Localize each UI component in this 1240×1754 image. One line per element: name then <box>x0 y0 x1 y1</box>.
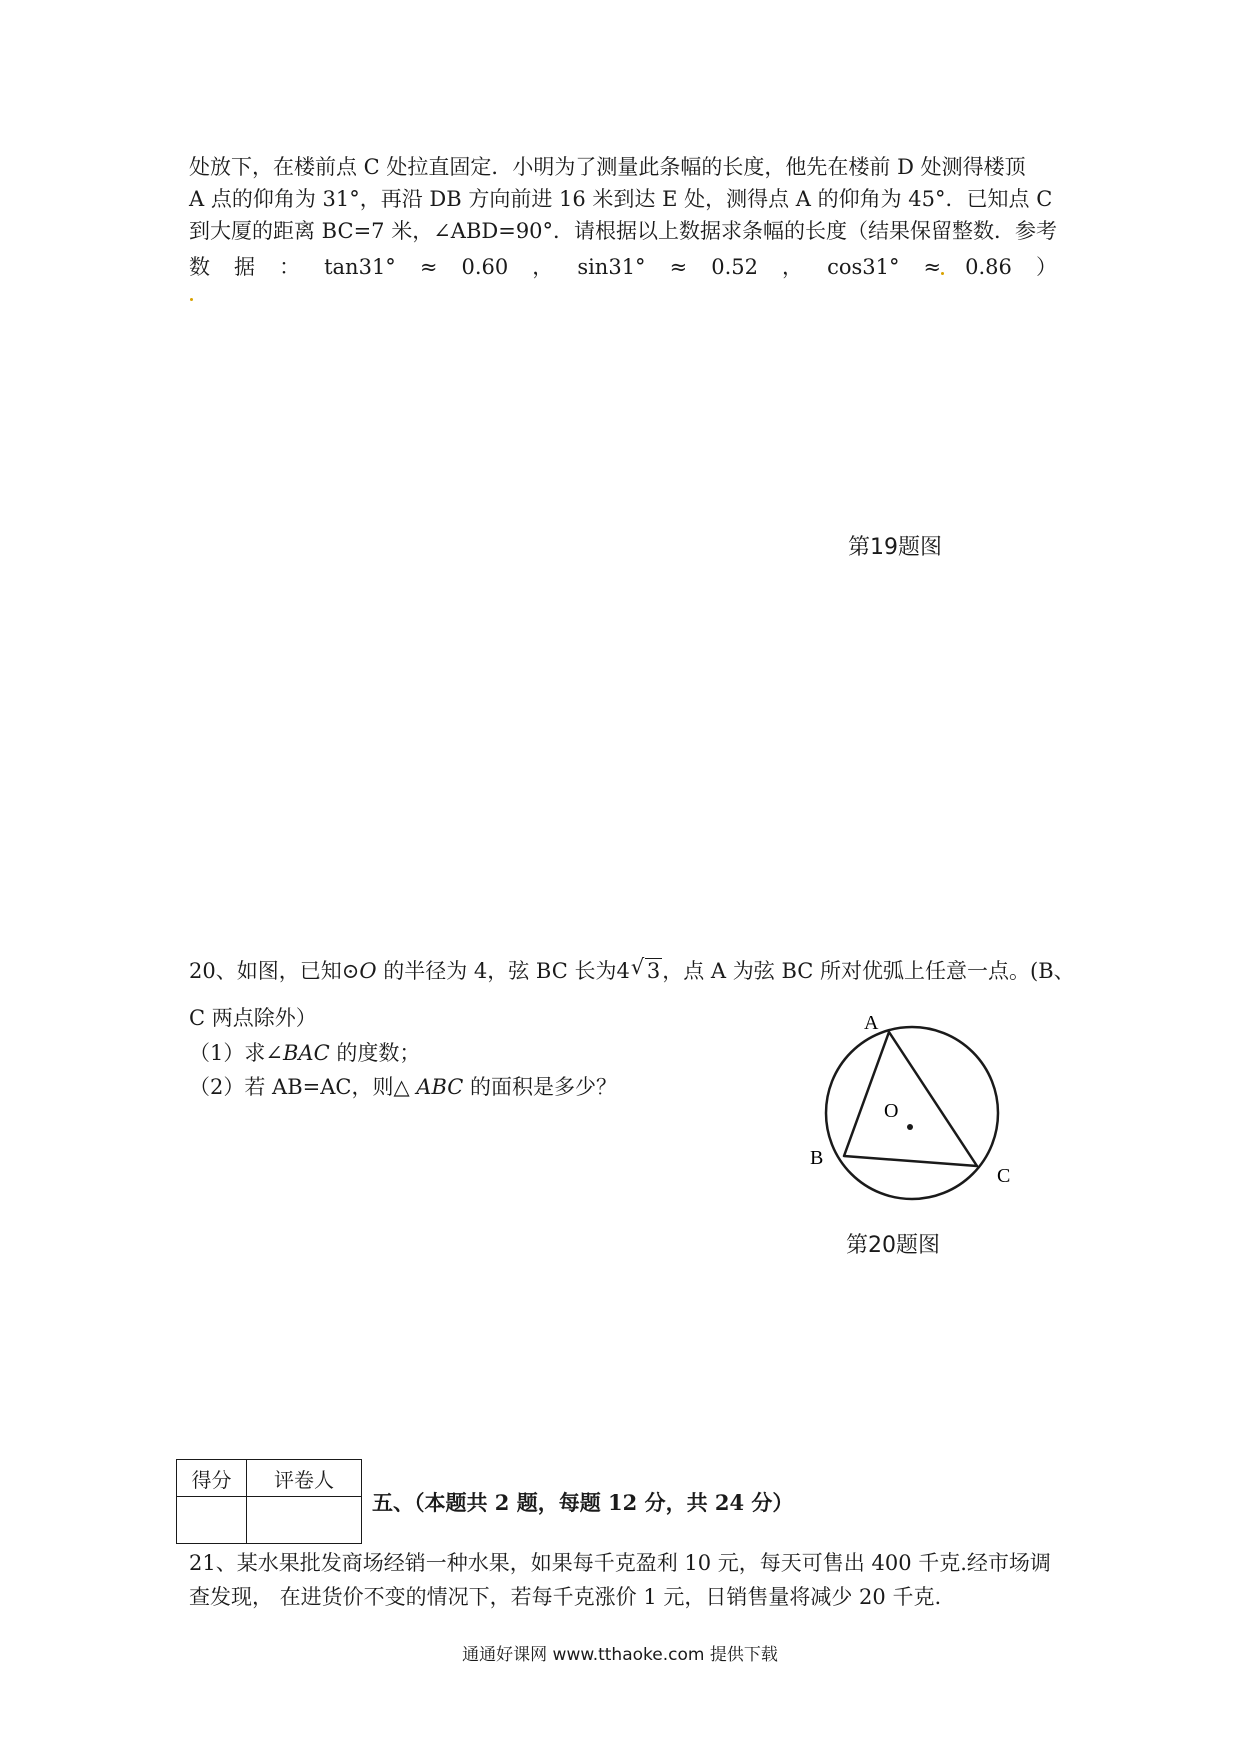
sqrt-symbol: √ 3 <box>630 955 661 983</box>
score-header: 得分 <box>177 1460 247 1497</box>
label-b: B <box>810 1147 824 1169</box>
q21-line-2: 查发现， 在进货价不变的情况下，若每千克涨价 1 元，日销售量将减少 20 千克. <box>189 1585 942 1609</box>
q21-line-1: 21、某水果批发商场经销一种水果，如果每千克盈利 10 元，每天可售出 400 千克.经市场调 <box>189 1551 1051 1575</box>
triangle-abc <box>844 1032 977 1166</box>
circle-triangle-figure <box>800 1010 1040 1210</box>
reviewer-header: 评卷人 <box>247 1460 362 1497</box>
stray-mark <box>190 298 193 301</box>
reviewer-cell <box>247 1497 362 1544</box>
q19-line-4: 数 据 ： tan31° ≈ 0.60 ， sin31° ≈ 0.52 ， cos31° ≈ 0.86 ） <box>189 255 1057 279</box>
q20-figure-caption: 第20题图 <box>846 1233 940 1258</box>
stray-mark <box>941 272 944 275</box>
q19-line-1: 处放下，在楼前点 C 处拉直固定．小明为了测量此条幅的长度，他先在楼前 D 处测得楼顶 <box>189 155 1026 179</box>
q19-figure-caption: 第19题图 <box>848 535 942 560</box>
q20-part-2: （2）若 AB=AC，则△ ABC 的面积是多少？ <box>189 1075 618 1099</box>
circle-o <box>826 1027 998 1199</box>
page-footer: 通通好课网 www.tthaoke.com 提供下载 <box>462 1645 778 1665</box>
q19-line-2: A 点的仰角为 31°，再沿 DB 方向前进 16 米到达 E 处，测得点 A 的仰角为 45°．已知点 C <box>189 187 1053 211</box>
label-c: C <box>997 1165 1011 1187</box>
q19-line-3: 到大厦的距离 BC=7 米，∠ABD=90°．请根据以上数据求条幅的长度（结果保留整数．参考 <box>189 219 1058 243</box>
q20-line-2: C 两点除外） <box>189 1006 317 1030</box>
q20-part-1: （1）求∠BAC 的度数； <box>189 1041 421 1065</box>
center-point <box>907 1124 913 1130</box>
q20-line-1: 20、如图，已知⊙O 的半径为 4，弦 BC 长为4 √ 3，点 A 为弦 BC 所对优弧上任意一点。(B、 <box>189 956 1075 986</box>
label-a: A <box>864 1012 879 1034</box>
section-5-heading: 五、（本题共 2 题，每题 12 分，共 24 分） <box>372 1490 794 1515</box>
score-cell <box>177 1497 247 1544</box>
grader-table <box>176 1459 362 1544</box>
label-o: O <box>884 1100 899 1122</box>
